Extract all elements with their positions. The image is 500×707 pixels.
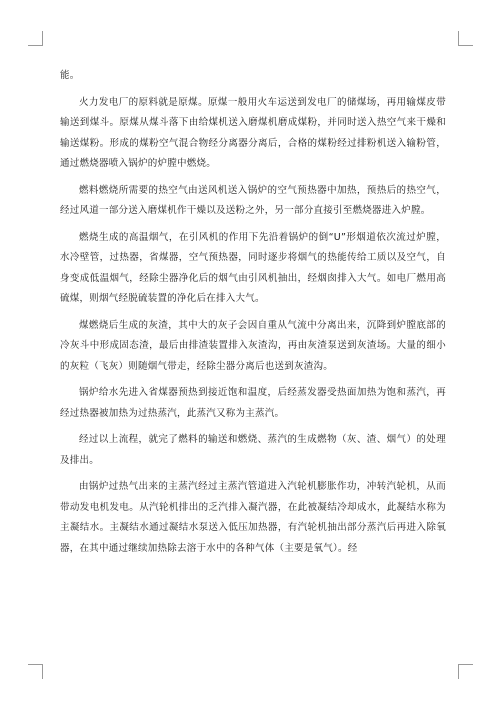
- document-body: [60, 66, 446, 559]
- paragraph-continuation: 能。: [60, 70, 80, 81]
- paragraph-ash-slag: 煤燃烧后生成的灰渣，其中大的灰子会因自重从气流中分离出来，沉降到炉膛底部的冷灰斗中形成固态渣，最后由排渣装置排入灰渣沟，再由灰渣泵送到灰渣场。大量的细小的灰粒（飞灰）则随烟气带走，经除尘器分离后也送到灰渣沟。: [60, 319, 446, 372]
- paragraph-main-steam: 由锅炉过热气出来的主蒸汽经过主蒸汽管道进入汽轮机膨胀作功，冲转汽轮机，从而带动发电机发电。从汽轮机排出的乏汽排入凝汽器，在此被凝结冷却成水，此凝结水称为主凝结水。主凝结水通过凝结水泵送入低压加热器，有汽轮机抽出部分蒸汽后再进入除氧器，在其中通过继续加热除去溶于水中的各种气体（主要是氧气）。经: [60, 481, 446, 554]
- paragraph-flue-gas: 燃烧生成的高温烟气，在引风机的作用下先沿着锅炉的倒“U”形烟道依次流过炉膛，水冷壁管，过热器，省煤器，空气预热器，同时逐步将烟气的热能传给工质以及空气，自身变成低温烟气，经除尘器净化后的烟气由引风机抽出，经烟囱排入大气。如电厂燃用高硫煤，则烟气经脱硫装置的净化后在排入大气。: [60, 231, 446, 304]
- crop-mark-top-left: [28, 31, 43, 46]
- paragraph-hot-air: 燃料燃烧所需要的热空气由送风机送入锅炉的空气预热器中加热，预热后的热空气，经过风道一部分送入磨煤机作干燥以及送粉之外，另一部分直接引至燃烧器进入炉膛。: [60, 184, 446, 216]
- paragraph-raw-coal: 火力发电厂的原料就是原煤。原煤一般用火车运送到发电厂的储煤场，再用输煤皮带输送到煤斗。原煤从煤斗落下由给煤机送入磨煤机磨成煤粉，并同时送入热空气来干燥和输送煤粉。形成的煤粉空气混合物经分离器分离后，合格的煤粉经过排粉机送入输粉管，通过燃烧器喷入锅炉的炉膛中燃烧。: [60, 96, 446, 169]
- crop-mark-bottom-left: [28, 664, 43, 679]
- paragraph-summary: 经过以上流程，就完了燃料的输送和燃烧、蒸汽的生成燃物（灰、渣、烟气）的处理及排出。: [60, 434, 446, 466]
- paragraph-feedwater: 锅炉给水先进入省煤器预热到接近饱和温度，后经蒸发器受热面加热为饱和蒸汽，再经过热器被加热为过热蒸汽，此蒸汽又称为主蒸汽。: [60, 387, 446, 419]
- crop-mark-top-right: [458, 31, 473, 46]
- crop-mark-bottom-right: [458, 664, 473, 679]
